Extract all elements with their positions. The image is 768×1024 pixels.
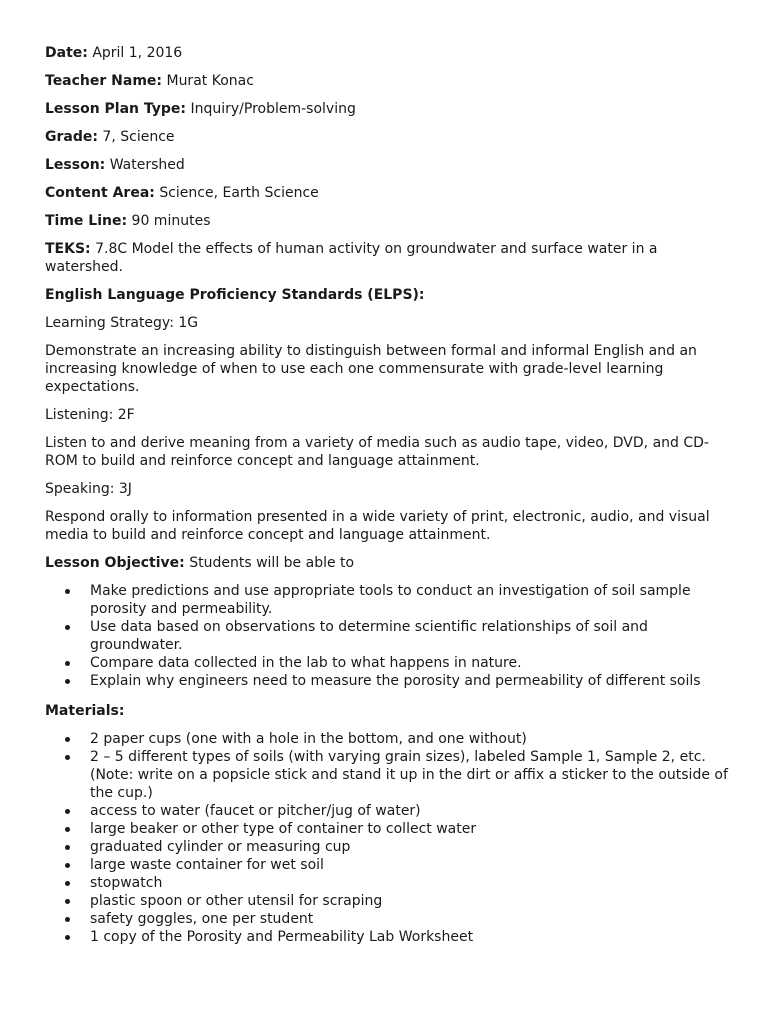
list-item xyxy=(90,928,728,946)
teks-field xyxy=(45,240,728,276)
list-item xyxy=(90,910,728,928)
materials-section xyxy=(45,702,728,946)
bullet-icon xyxy=(65,625,70,630)
materials-heading: Materials: xyxy=(45,703,125,719)
lesson-plan-type-value: Inquiry/Problem-solving xyxy=(190,101,356,117)
content-area-value: Science, Earth Science xyxy=(159,185,319,201)
speaking-label: Speaking: 3J xyxy=(45,481,132,497)
teacher-name-label: Teacher Name: xyxy=(45,73,163,89)
grade-value: 7, Science xyxy=(102,129,175,145)
objective-section xyxy=(45,554,728,690)
elps-section xyxy=(45,286,728,544)
lesson-field xyxy=(45,156,728,174)
bullet-icon xyxy=(65,899,70,904)
list-item xyxy=(90,730,728,748)
bullet-icon xyxy=(65,679,70,684)
bullet-icon xyxy=(65,809,70,814)
bullet-icon xyxy=(65,863,70,868)
lesson-label: Lesson: xyxy=(45,157,106,173)
list-item-text: Compare data collected in the lab to what happens in nature. xyxy=(90,655,522,671)
list-item-text: 2 – 5 different types of soils (with varying grain sizes), labeled Sample 1, Sample 2, etc. (Note: write on a popsicle stick and stand it up in the dirt or affix a sticker to the outside of the cup.) xyxy=(90,749,728,801)
header-fields xyxy=(45,44,728,276)
date-label: Date: xyxy=(45,45,88,61)
speaking-text: Respond orally to information presented in a wide variety of print, electronic, audio, and visual media to build and reinforce concept and language attainment. xyxy=(45,509,710,543)
objective-label: Lesson Objective: xyxy=(45,555,185,571)
time-line-field xyxy=(45,212,728,230)
content-area-field xyxy=(45,184,728,202)
time-line-value: 90 minutes xyxy=(131,213,211,229)
learning-strategy-text: Demonstrate an increasing ability to distinguish between formal and informal English and an increasing knowledge of when to use each one commensurate with grade-level learning expectations. xyxy=(45,343,697,395)
date-value: April 1, 2016 xyxy=(92,45,183,61)
list-item xyxy=(90,748,728,802)
list-item xyxy=(90,672,728,690)
learning-strategy-label: Learning Strategy: 1G xyxy=(45,315,199,331)
list-item-text: safety goggles, one per student xyxy=(90,911,314,927)
teacher-name-value: Murat Konac xyxy=(166,73,254,89)
bullet-icon xyxy=(65,935,70,940)
date-field xyxy=(45,44,728,62)
bullet-icon xyxy=(65,881,70,886)
list-item xyxy=(90,618,728,654)
list-item xyxy=(90,582,728,618)
bullet-icon xyxy=(65,845,70,850)
elps-heading: English Language Proficiency Standards (ELPS): xyxy=(45,287,425,303)
objective-value: Students will be able to xyxy=(189,555,355,571)
teks-value: 7.8C Model the effects of human activity on groundwater and surface water in a watershed. xyxy=(45,241,658,275)
listening-label: Listening: 2F xyxy=(45,407,135,423)
lesson-plan-type-field xyxy=(45,100,728,118)
list-item xyxy=(90,802,728,820)
list-item-text: Use data based on observations to determine scientific relationships of soil and groundwater. xyxy=(90,619,648,653)
lesson-plan-type-label: Lesson Plan Type: xyxy=(45,101,187,117)
grade-label: Grade: xyxy=(45,129,98,145)
objective-field xyxy=(45,554,728,572)
bullet-icon xyxy=(65,755,70,760)
list-item-text: large waste container for wet soil xyxy=(90,857,324,873)
list-item xyxy=(90,820,728,838)
list-item-text: plastic spoon or other utensil for scraping xyxy=(90,893,383,909)
bullet-icon xyxy=(65,917,70,922)
materials-list xyxy=(45,730,728,946)
content-area-label: Content Area: xyxy=(45,185,155,201)
bullet-icon xyxy=(65,737,70,742)
listening-text: Listen to and derive meaning from a variety of media such as audio tape, video, DVD, and CD-ROM to build and reinforce concept and language attainment. xyxy=(45,435,709,469)
list-item xyxy=(90,892,728,910)
teacher-name-field xyxy=(45,72,728,90)
objective-list xyxy=(45,582,728,690)
list-item-text: Make predictions and use appropriate tools to conduct an investigation of soil sample porosity and permeability. xyxy=(90,583,691,617)
teks-label: TEKS: xyxy=(45,241,91,257)
list-item-text: Explain why engineers need to measure the porosity and permeability of different soils xyxy=(90,673,701,689)
list-item xyxy=(90,654,728,672)
list-item xyxy=(90,856,728,874)
list-item-text: 1 copy of the Porosity and Permeability Lab Worksheet xyxy=(90,929,474,945)
bullet-icon xyxy=(65,589,70,594)
bullet-icon xyxy=(65,661,70,666)
lesson-value: Watershed xyxy=(109,157,185,173)
list-item-text: large beaker or other type of container to collect water xyxy=(90,821,477,837)
grade-field xyxy=(45,128,728,146)
list-item xyxy=(90,838,728,856)
time-line-label: Time Line: xyxy=(45,213,128,229)
list-item-text: 2 paper cups (one with a hole in the bottom, and one without) xyxy=(90,731,527,747)
bullet-icon xyxy=(65,827,70,832)
list-item-text: stopwatch xyxy=(90,875,163,891)
list-item xyxy=(90,874,728,892)
list-item-text: graduated cylinder or measuring cup xyxy=(90,839,351,855)
list-item-text: access to water (faucet or pitcher/jug of water) xyxy=(90,803,421,819)
